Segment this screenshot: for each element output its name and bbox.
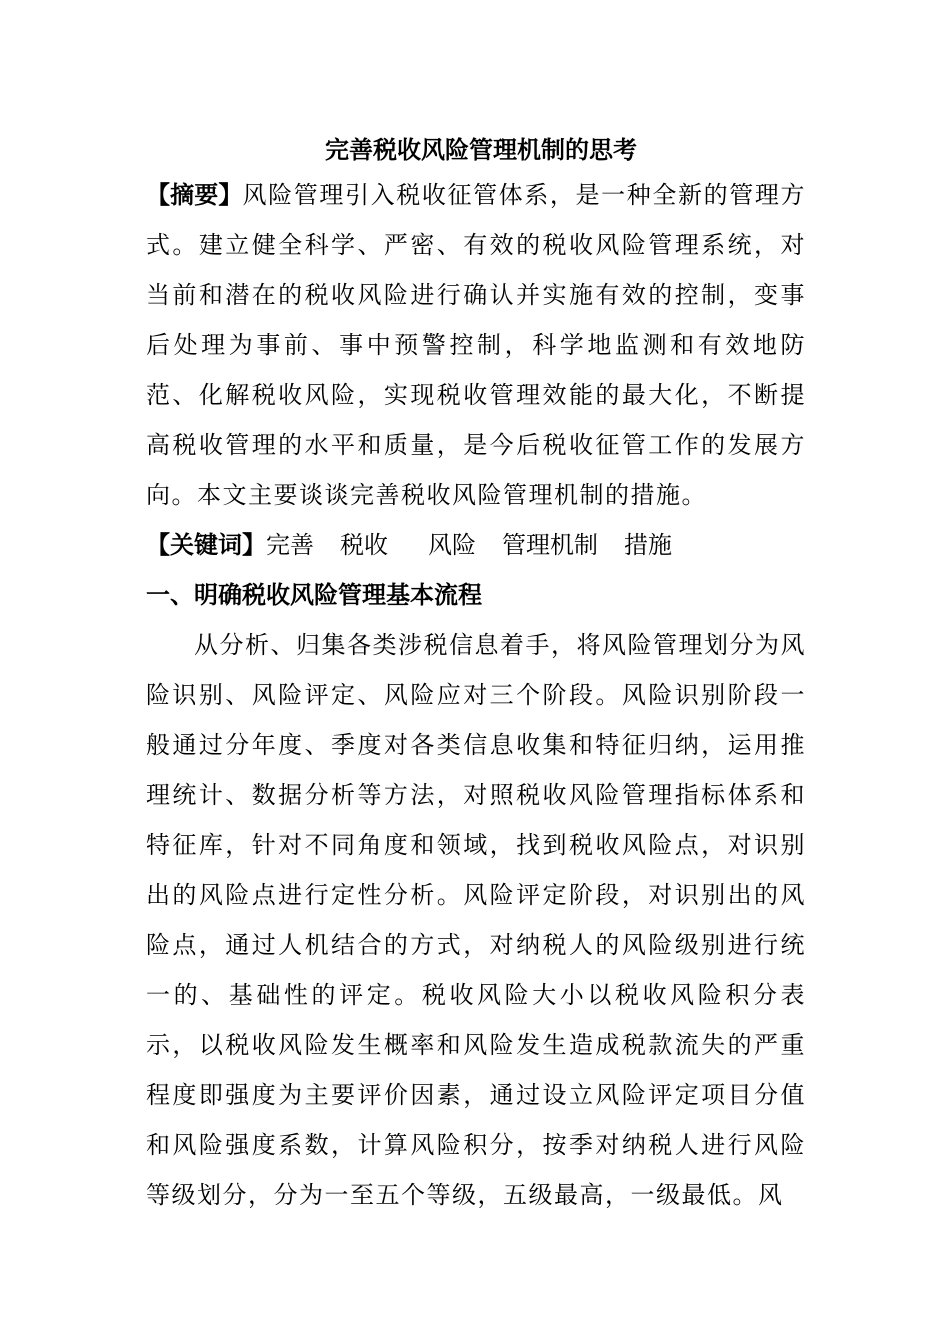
abstract-text: 风险管理引入税收征管体系，是一种全新的管理方式。建立健全科学、严密、有效的税收风险管理系统，对当前和潜在的税收风险进行确认并实施有效的控制，变事后处理为事前、事中预警控制，科学地监测和有效地防范、化解税收风险，实现税收管理效能的最大化，不断提高税收管理的水平和质量，是今后税收征管工作的发展方向。本文主要谈谈完善税收风险管理机制的措施。	[146, 181, 807, 509]
keyword: 风险	[428, 531, 476, 559]
section-body: 从分析、归集各类涉税信息着手，将风险管理划分为风险识别、风险评定、风险应对三个阶段。风险识别阶段一般通过分年度、季度对各类信息收集和特征归纳，运用推理统计、数据分析等方法，对照税收风险管理指标体系和特征库，针对不同角度和领域，找到税收风险点，对识别出的风险点进行定性分析。风险评定阶段，对识别出的风险点，通过人机结合的方式，对纳税人的风险级别进行统一的、基础性的评定。税收风险大小以税收风险积分表示，以税收风险发生概率和风险发生造成税款流失的严重程度即强度为主要评价因素，通过设立风险评定项目分值和风险强度系数，计算风险积分，按季对纳税人进行风险等级划分，分为一至五个等级，五级最高，一级最低。风	[146, 631, 806, 1209]
keyword: 完善	[266, 531, 314, 559]
abstract-label: 【摘要】	[146, 180, 243, 209]
keywords-label: 【关键词】	[146, 530, 266, 559]
document-title: 完善税收风险管理机制的思考	[325, 135, 637, 164]
keyword: 管理机制	[502, 531, 598, 559]
keywords-row	[146, 520, 806, 570]
section-heading: 一、明确税收风险管理基本流程	[146, 580, 482, 609]
abstract-paragraph	[146, 170, 806, 520]
keyword: 税收	[340, 531, 388, 559]
document-page	[146, 130, 806, 1220]
keyword: 措施	[624, 531, 672, 559]
